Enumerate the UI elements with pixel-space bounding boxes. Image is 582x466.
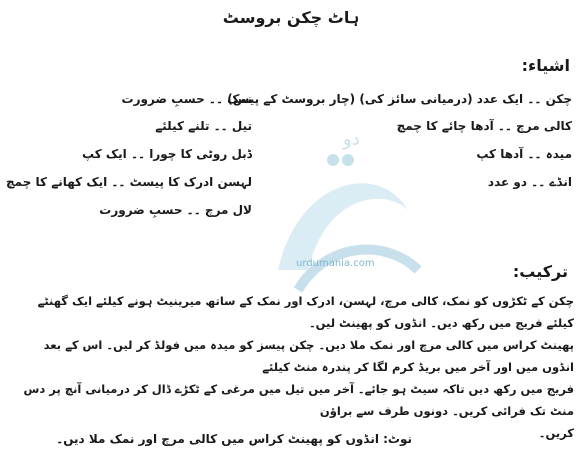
- ingredient-item: تیل ۔۔ تلنے کیلئے: [155, 119, 252, 133]
- ingredient-item: ڈبل روٹی کا چورا ۔۔ ایک کپ: [82, 147, 252, 161]
- recipe-title: ہاٹ چکن بروسٹ: [222, 8, 360, 27]
- method-line: چکن کے ٹکڑوں کو نمک، کالی مرچ، لہسن، ادرک اور نمک کے ساتھ میرینیٹ ہونے کیلئے ایک گھنٹے کیلئے فریج میں رکھ دیں۔ انڈوں کو پھینٹ لیں۔: [37, 294, 574, 330]
- ingredients-heading: اشیاء:: [521, 56, 570, 75]
- ingredient-item: میدہ ۔۔ آدھا کپ: [476, 147, 572, 161]
- method-line: فریج میں رکھ دیں تاکہ سیٹ ہو جائے۔ آخر میں تیل میں مرغی کے ٹکڑے ڈال کر درمیانی آنچ پر دس منٹ تک فرائی کریں۔ دونوں طرف سے براؤن: [23, 382, 574, 418]
- ingredient-item: لال مرچ ۔۔ حسبِ ضرورت: [99, 203, 252, 217]
- watermark-logo-text: دو: [343, 129, 360, 150]
- ingredient-item: کالی مرچ ۔۔ آدھا چائے کا چمچ: [396, 119, 572, 133]
- recipe-note: نوٹ: انڈوں کو پھینٹ کراس میں کالی مرچ اور نمک ملا دیں۔: [56, 432, 412, 446]
- method-text: [8, 290, 574, 444]
- watermark-url: urdumania.com: [296, 258, 375, 269]
- method-line: پھینٹ کراس میں کالی مرچ اور نمک ملا دیں۔ چکن پیسز کو میدہ میں فولڈ کر لیں۔ اس کے بعد انڈوں میں اور آخر میں بریڈ کرم لگا کر پندرہ منٹ کیلئے: [43, 338, 574, 374]
- ingredient-item: چکن ۔۔ ایک عدد (درمیانی سائز کی) (چار بروسٹ کے پیس): [227, 92, 572, 106]
- ingredient-item: نمک ۔۔ حسبِ ضرورت: [121, 92, 252, 106]
- ingredient-item: انڈے ۔۔ دو عدد: [487, 175, 572, 189]
- method-heading: ترکیب:: [512, 262, 568, 281]
- method-line: کریں۔: [538, 426, 574, 440]
- ingredient-item: لہسن ادرک کا پیسٹ ۔۔ ایک کھانے کا چمچ: [6, 175, 252, 189]
